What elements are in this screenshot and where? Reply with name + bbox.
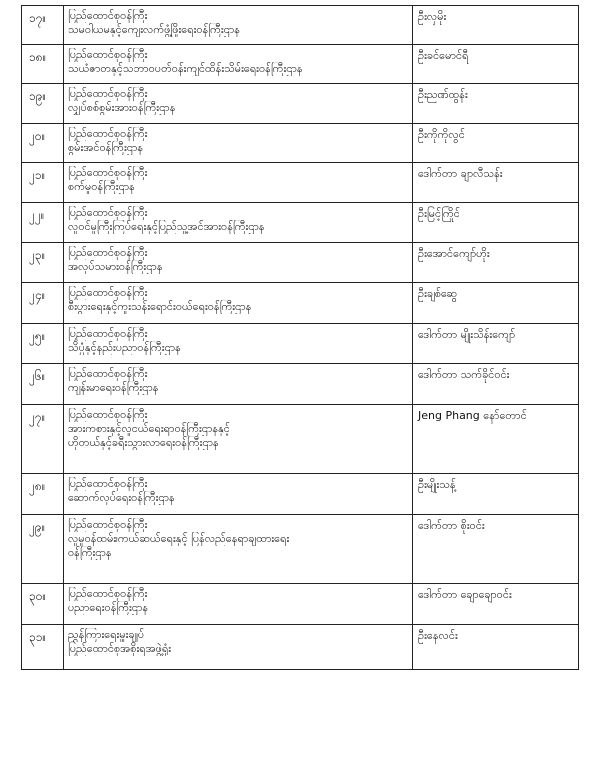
position-rank: ပြည်ထောင်စုဝန်ကြီး xyxy=(68,286,148,299)
appointee-name: Jeng Phang နော်တောင် xyxy=(413,405,579,474)
position-title-cell xyxy=(64,625,413,670)
row-number: ၂၆။ xyxy=(22,364,64,405)
row-number: ၃၁။ xyxy=(22,625,64,670)
position-title-cell xyxy=(64,515,413,584)
row-number: ၂၄။ xyxy=(22,283,64,324)
table-row xyxy=(22,283,579,324)
appointee-name: ဦးခင်မောင်ရီ xyxy=(413,45,579,84)
table-row xyxy=(22,324,579,364)
appointee-name: ဒေါက်တာ စိုးဝင်း xyxy=(413,515,579,584)
row-number: ၂၇။ xyxy=(22,405,64,474)
position-title-cell xyxy=(64,364,413,405)
position-title-cell xyxy=(64,203,413,243)
appointee-name: ဦးလှမိုး xyxy=(413,6,579,45)
appointee-name: ဒေါက်တာ ချာလီသန်း xyxy=(413,163,579,203)
position-title-cell xyxy=(64,243,413,283)
position-rank: ပြည်ထောင်စုဝန်ကြီး xyxy=(68,327,148,340)
ministry-name-line: လူမှုဝန်ထမ်း၊ကယ်ဆယ်ရေးနှင့် ပြန်လည်နေရာချထားရေး xyxy=(68,532,290,545)
appointee-name: ဒေါက်တာ မျိုးသိန်းကျော် xyxy=(413,324,579,364)
ministry-name-line: လူဝင်မှုကြီးကြပ်ရေးနှင့်ပြည်သူ့အင်အားဝန်ကြီးဌာန xyxy=(68,220,265,233)
appointee-name: ဦးနေလင်း xyxy=(413,625,579,670)
position-rank: ပြည်ထောင်စုဝန်ကြီး xyxy=(68,246,148,259)
appointee-name: ဦးမျိုးသန့် xyxy=(413,474,579,515)
position-rank: ပြည်ထောင်စုဝန်ကြီး xyxy=(68,48,148,61)
appointee-name: ဒေါက်တာ သက်ခိုင်ဝင်း xyxy=(413,364,579,405)
ministry-name-line: အလုပ်သမားဝန်ကြီးဌာန xyxy=(68,260,163,273)
row-number: ၂၂။ xyxy=(22,203,64,243)
position-rank: ပြည်ထောင်စုဝန်ကြီး xyxy=(68,206,148,219)
ministry-name-line: သယံဇာတနှင့်သဘာဝပတ်ဝန်းကျင်ထိန်းသိမ်းရေးဝန်ကြီးဌာန xyxy=(68,62,303,75)
row-number: ၂၁။ xyxy=(22,163,64,203)
ministry-name-line: ပညာရေးဝန်ကြီးဌာန xyxy=(68,601,149,614)
row-number: ၁၇။ xyxy=(22,6,64,45)
appointments-table-body xyxy=(22,6,579,670)
table-row xyxy=(22,203,579,243)
position-title-cell xyxy=(64,474,413,515)
row-number: ၂၈။ xyxy=(22,474,64,515)
position-title-cell xyxy=(64,405,413,474)
row-number: ၂၉။ xyxy=(22,515,64,584)
position-title-cell xyxy=(64,6,413,45)
position-title-cell xyxy=(64,45,413,84)
position-rank: ပြည်ထောင်စုဝန်ကြီး xyxy=(68,87,148,100)
row-number: ၂၃။ xyxy=(22,243,64,283)
table-row xyxy=(22,474,579,515)
position-title-cell xyxy=(64,584,413,625)
ministry-name-line: သိပ္ပံနှင့်နည်းပညာဝန်ကြီးဌာန xyxy=(68,341,181,354)
ministry-name-line: လျှပ်စစ်စွမ်းအားဝန်ကြီးဌာန xyxy=(68,101,176,114)
position-rank: ပြည်ထောင်စုဝန်ကြီး xyxy=(68,518,148,531)
table-row xyxy=(22,124,579,163)
position-rank: ပြည်ထောင်စုဝန်ကြီး xyxy=(68,477,148,490)
table-row xyxy=(22,625,579,670)
appointments-table xyxy=(21,5,579,670)
appointee-name: ဦးအောင်ကျော်ဟိုး xyxy=(413,243,579,283)
appointee-name: ဦးကိုကိုလွင် xyxy=(413,124,579,163)
table-row xyxy=(22,6,579,45)
ministry-name-line: ကျန်းမာရေးဝန်ကြီးဌာန xyxy=(68,381,159,394)
row-number: ၂၀။ xyxy=(22,124,64,163)
ministry-name-line: ဟိုတယ်နှင့်ခရီးသွားလာရေးဝန်ကြီးဌာန xyxy=(68,436,219,449)
ministry-name-line: ဝန်ကြီးဌာန xyxy=(68,546,112,559)
ministry-name-line: ပြည်ထောင်စုအစိုးရအဖွဲ့ရုံး xyxy=(68,642,172,655)
position-rank: ပြည်ထောင်စုဝန်ကြီး xyxy=(68,367,148,380)
position-title-cell xyxy=(64,163,413,203)
table-row xyxy=(22,405,579,474)
position-title-cell xyxy=(64,324,413,364)
ministry-name-line: ဆောက်လုပ်ရေးဝန်ကြီးဌာန xyxy=(68,491,175,504)
table-row xyxy=(22,163,579,203)
position-rank: ပြည်ထောင်စုဝန်ကြီး xyxy=(68,166,148,179)
table-row xyxy=(22,364,579,405)
appointee-name: ဒေါက်တာ ချောချောဝင်း xyxy=(413,584,579,625)
table-row xyxy=(22,584,579,625)
position-rank: ညွှန်ကြားရေးမှူးချုပ် xyxy=(68,628,145,641)
position-rank: ပြည်ထောင်စုဝန်ကြီး xyxy=(68,408,148,421)
row-number: ၁၈။ xyxy=(22,45,64,84)
appointee-name: ဦးမြင့်ကြိုင် xyxy=(413,203,579,243)
ministry-name-line: အားကစားနှင့်လူငယ်ရေးရာဝန်ကြီးဌာနနှင့် xyxy=(68,422,230,435)
ministry-name-line: သမဝါယမနှင့်ကျေးလက်ဖွံ့ဖြိုးရေးဝန်ကြီးဌာန xyxy=(68,23,240,36)
appointee-name: ဦးချစ်ဆွေ xyxy=(413,283,579,324)
ministry-name-line: စက်မှုဝန်ကြီးဌာန xyxy=(68,180,135,193)
position-title-cell xyxy=(64,283,413,324)
table-row xyxy=(22,515,579,584)
row-number: ၁၉။ xyxy=(22,84,64,124)
ministry-name-line: စွမ်းအင်ဝန်ကြီးဌာန xyxy=(68,141,144,154)
appointee-name: ဦးညဏ်ထွန်း xyxy=(413,84,579,124)
table-row xyxy=(22,243,579,283)
position-title-cell xyxy=(64,124,413,163)
position-rank: ပြည်ထောင်စုဝန်ကြီး xyxy=(68,587,148,600)
row-number: ၂၅။ xyxy=(22,324,64,364)
position-rank: ပြည်ထောင်စုဝန်ကြီး xyxy=(68,9,148,22)
row-number: ၃၀။ xyxy=(22,584,64,625)
table-row xyxy=(22,84,579,124)
position-rank: ပြည်ထောင်စုဝန်ကြီး xyxy=(68,127,148,140)
position-title-cell xyxy=(64,84,413,124)
table-row xyxy=(22,45,579,84)
ministry-name-line: စီးပွားရေးနှင့်ကူးသန်းရောင်းဝယ်ရေးဝန်ကြီးဌာန xyxy=(68,300,252,313)
